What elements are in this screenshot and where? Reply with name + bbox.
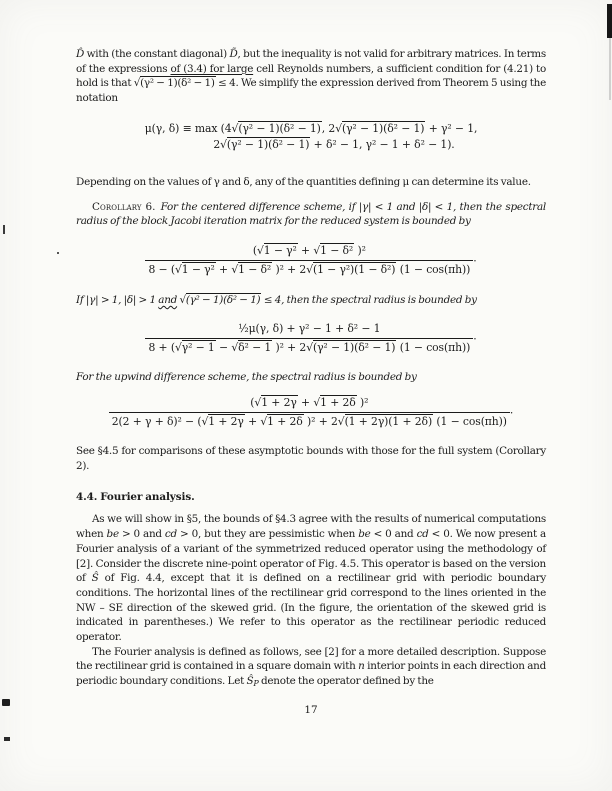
equation-punctuation: . — [473, 329, 477, 343]
equation-jacobi-bound — [76, 321, 546, 356]
paragraph-see-comparisons: See §4.5 for comparisons of these asymptotic bounds with those for the full system (Corollary 2). — [76, 445, 546, 473]
equation-mu-definition — [76, 121, 546, 153]
equation-mu-line-1: μ(γ, δ) ≡ max (4√(γ² − 1)(δ² − 1), 2√(γ² − 1)(δ² − 1) + γ² − 1, — [144, 121, 478, 135]
fraction-numerator: ½μ(γ, δ) + γ² − 1 + δ² − 1 — [238, 321, 381, 335]
paragraph-intro: D̂ with (the constant diagonal) D̃, but the inequality is not valid for arbitrary matrices. In terms of the expressions of (3.4) for large cell Reynolds numbers, a sufficient condition for (4.21) to hold is that √(γ² − 1)(δ² − 1) ≤ 4. We simplify the expression derived from Theorem 5 using the notation — [76, 48, 546, 105]
paragraph-fourier-definition: The Fourier analysis is defined as follows, see [2] for a more detailed description. Suppose the rectilinear grid is contained in a square domain with n interior points in each direction and periodic boundary conditions. Let $Ŝ_P$ denote the operator defined by the — [76, 645, 546, 689]
corollary-label: Corollary 6. — [92, 200, 156, 213]
fraction-upwind-bound — [109, 395, 510, 430]
page-content — [76, 47, 546, 718]
scan-artifact-top-right-bar — [607, 4, 612, 38]
fraction-denominator: 8 + (√γ² − 1 − √δ² − 1 )² + 2√(γ² − 1)(δ² − 1) (1 − cos(πh)) — [145, 338, 473, 356]
section-heading-fourier-analysis: 4.4. Fourier analysis. — [76, 490, 195, 503]
fraction-denominator: 8 − (√1 − γ² + √1 − δ² )² + 2√(1 − γ²)(1 − δ²) (1 − cos(πh)) — [145, 260, 473, 278]
fraction-numerator: (√1 + 2γ + √1 + 2δ )² — [250, 396, 369, 410]
fraction-numerator: (√1 − γ² + √1 − δ² )² — [252, 243, 366, 257]
equation-punctuation: . — [509, 403, 514, 417]
corollary-6 — [76, 200, 546, 229]
paragraph-depending: Depending on the values of γ and δ, any of the quantities defining μ can determine its value. — [76, 175, 531, 188]
equation-centered-bound — [76, 243, 546, 278]
scan-artifact-right-streak — [609, 38, 611, 100]
fraction-centered-bound — [145, 243, 473, 278]
fraction-jacobi-bound — [145, 321, 473, 356]
page-number: 17 — [304, 703, 318, 716]
equation-mu-line-2: 2√(γ² − 1)(δ² − 1) + δ² − 1, γ² − 1 + δ² − 1). — [213, 137, 455, 151]
paragraph-fourier-intro: As we will show in §5, the bounds of §4.3 agree with the results of numerical computations when be > 0 and cd > 0, but they are pessimistic when be < 0 and cd < 0. We now present a Fourier analysis of a variant of the symmetrized reduced operator using the methodology of [2]. Consider the discrete nine-point operator of Fig. 4.5. This operator is based on the version of Ŝ of Fig. 4.4, except that it is defined on a rectilinear grid with periodic boundary conditions. The horizontal lines of the rectilinear grid correspond to the lines oriented in the NW – SE direction of the skewed grid. (In the figure, the orientation of the skewed grid is indicated in parentheses.) We refer to this operator as the rectilinear periodic reduced operator. — [76, 513, 547, 644]
condition-if-line: If |γ| > 1, |δ| > 1 and √(γ² − 1)(δ² − 1) ≤ 4, then the spectral radius is bounded by — [76, 293, 477, 306]
condition-upwind-line: For the upwind difference scheme, the spectral radius is bounded by — [76, 370, 417, 383]
equation-punctuation: . — [473, 251, 477, 265]
scan-artifact-left-dash — [4, 737, 10, 741]
fraction-denominator: 2(2 + γ + δ)² − (√1 + 2γ + √1 + 2δ )² + 2√(1 + 2γ)(1 + 2δ) (1 − cos(πh)) — [109, 412, 510, 430]
corollary-text: For the centered difference scheme, if |γ| < 1 and |δ| < 1, then the spectral radius of the block Jacobi iteration matrix for the reduced system is bounded by — [76, 200, 546, 228]
scan-artifact-speck — [57, 252, 59, 254]
scan-artifact-left-tick — [3, 225, 5, 234]
scan-artifact-left-blob — [2, 699, 10, 706]
equation-upwind-bound — [76, 395, 546, 430]
